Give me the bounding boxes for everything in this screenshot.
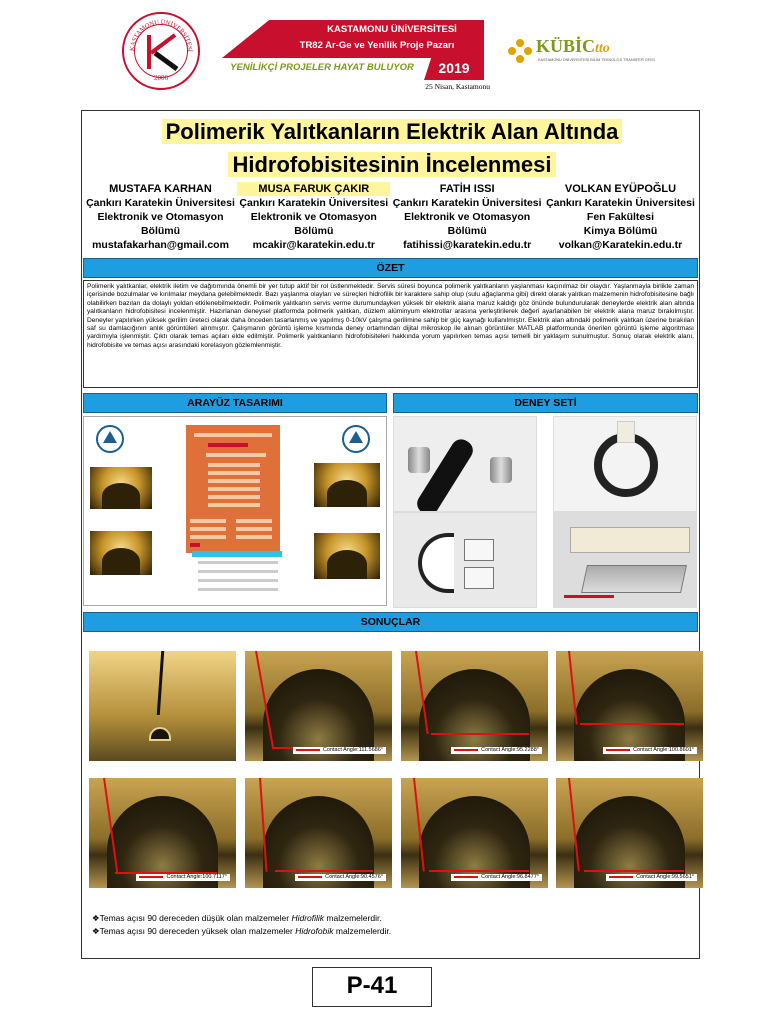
conclusion-bullets xyxy=(92,912,391,938)
droplet-angle-image xyxy=(314,533,380,579)
contact-angle-label: Contact Angle:100.7117° xyxy=(136,874,230,881)
author-dept: Elektronik ve Otomasyon xyxy=(97,211,224,223)
seal-top-text: KASTAMONU ÜNİVERSİTESİ xyxy=(128,18,194,52)
electrode-photo xyxy=(393,416,537,512)
abstract-text: Polimerik yalıtkanlar, elektrik iletim ve dağıtımında önemli bir yer tutup aktif bir rol üstlenmektedir. Servis süresi boyunca polimerik yalıtkanların yaşlanması kaçınılmaz bir olaydır. Yaşlanmayla birlikte zaman içerisinde bozulmalar ve kırılmalar meydana gelebilmektedir. Bazı yaşlanma olayları ve süreçleri hidrofilik bir karaktere sahip olup (sulu ağaçlanma gibi) direkt olarak yalıtkan malzemenin hidrofobisitesine bağlı olabilirken bazıları da dolaylı yoldan etkilenebilmektedir. Polimerik yalıtkanın servis verme durumundayken yüksek bir elektrik alana maruz kaldığı göz önünde bulundurularak deneylerde elektrik alan altında yalıtkanların hidrofobisitesi incelenmiştir. Hazırlanan deneysel platformda polimerik yalıtkan, düzlem alüminyum elektrotlar arasına yerleştirilerek değeri ayarlanabilen bir elektrik alana maruz bırakılmıştır. Deneyler yapılırken yüksek gerilim üreteci olarak daha önceden tasarlanmış ve yapılmış 0-10kV çalışma gerilimine sahip bir güç kaynağı kullanılmıştır. Elektrik alan altındaki polimerik yalıtkan üzerine bırakılan saf su damlacığının anlık görüntüleri alınmıştır. Çalışmanın görüntü işleme kısmında deney ortamından dijital mikroskop ile alınan görüntüler MATLAB platformunda önerilen görüntü işleme algoritması yardımıyla işlenmiştir. Çıktı olarak temas açıları elde edilmiştir. Polimerik yalıtkanların hidrofobisiteleri hakkında yorum yapılırken temas açısı temelli bir yaklaşım sunulmuştur. Sonuç olarak elektrik alanı, hidrofobisite ve temas açısı arasındaki korelasyon gözlemlenmiştir. xyxy=(83,280,698,388)
electrode-icon xyxy=(408,447,430,473)
droplet-result-image xyxy=(314,463,380,507)
author-dept2: Kimya Bölümü xyxy=(583,225,658,237)
event-date-place: 25 Nisan, Kastamonu xyxy=(425,82,490,91)
result-image xyxy=(556,651,703,761)
author-university: Çankırı Karatekin Üniversitesi xyxy=(239,197,389,209)
author-dept: Fen Fakültesi xyxy=(586,211,655,223)
bullet-hydrophilic: ❖Temas açısı 90 dereceden düşük olan malzemeler Hidrofilik malzemelerdir. xyxy=(92,913,382,923)
interface-screenshot xyxy=(83,416,387,606)
university-logo-icon xyxy=(96,425,124,453)
result-image xyxy=(245,778,392,888)
bullet-hydrophobic: ❖Temas açısı 90 dereceden yüksek olan malzemeler Hidrofobik malzemelerdir. xyxy=(92,926,392,936)
syringe-needle xyxy=(157,651,164,715)
section-header-deney: DENEY SETİ xyxy=(393,393,698,413)
droplet-preview-image xyxy=(90,467,152,509)
author-card xyxy=(391,182,544,252)
event-title-line1: KASTAMONU ÜNİVERSİTESİ xyxy=(327,24,457,35)
event-title-line2: TR82 Ar-Ge ve Yenilik Proje Pazarı xyxy=(299,40,455,51)
author-name: MUSTAFA KARHAN xyxy=(109,183,212,195)
gui-result-lines xyxy=(198,561,278,597)
aluminium-electrode-plate xyxy=(581,565,687,593)
contact-angle-label: Contact Angle:90.4576° xyxy=(295,874,386,881)
poster-title-line1: Polimerik Yalıtkanların Elektrik Alan Altında xyxy=(114,118,670,146)
author-email: mustafakarhan@gmail.com xyxy=(92,239,229,251)
result-image xyxy=(89,778,236,888)
event-slogan: YENİLİKÇİ PROJELER HAYAT BULUYOR xyxy=(230,62,414,73)
poster-number: P-41 xyxy=(346,972,398,999)
result-image xyxy=(401,778,548,888)
result-image xyxy=(245,651,392,761)
author-dept: Elektronik ve Otomasyon xyxy=(404,211,531,223)
kubic-dots-icon xyxy=(508,39,534,63)
author-card xyxy=(237,182,390,252)
author-dept2: Bölümü xyxy=(140,225,181,237)
result-image xyxy=(89,651,236,761)
seal-k-emblem xyxy=(135,25,189,79)
gui-control-panel xyxy=(186,425,280,553)
contact-angle-label: Contact Angle:111.5686° xyxy=(293,747,386,754)
kubic-suffix: tto xyxy=(595,41,610,56)
contact-angle-label: Contact Angle:95.2288° xyxy=(451,747,542,754)
section-header-sonuc: SONUÇLAR xyxy=(83,612,698,632)
section-header-arayuz: ARAYÜZ TASARIMI xyxy=(83,393,387,413)
poster-title-line2: Hidrofobisitesinin İncelenmesi xyxy=(114,151,670,179)
author-list xyxy=(84,182,697,252)
kubic-subtitle: KASTAMONU ÜNİVERSİTESİ BİLİM TEKNOLOJİ TRANSFER OFİSİ xyxy=(538,58,655,62)
sample-piece xyxy=(464,567,494,589)
author-name: VOLKAN EYÜPOĞLU xyxy=(564,183,677,195)
contact-angle-label: Contact Angle:99.5651° xyxy=(606,874,697,881)
event-year: 2019 xyxy=(438,60,470,76)
contact-angle-label: Contact Angle:96.8477° xyxy=(451,874,542,881)
kubic-name: KÜBİC xyxy=(536,36,596,56)
author-email: fatihissi@karatekin.edu.tr xyxy=(403,239,532,251)
author-email: volkan@Karatekin.edu.tr xyxy=(558,239,683,251)
droplet-processed-image xyxy=(90,531,152,575)
test-setup-photo xyxy=(553,512,697,608)
university-seal xyxy=(122,12,200,90)
author-university: Çankırı Karatekin Üniversitesi xyxy=(86,197,235,209)
author-name: FATİH ISSI xyxy=(439,183,495,195)
sample-parts-photo xyxy=(393,512,537,608)
hv-cable xyxy=(564,595,614,598)
insulator-block xyxy=(570,527,690,553)
author-university: Çankırı Karatekin Üniversitesi xyxy=(546,197,695,209)
sample-half-disc xyxy=(418,533,454,593)
author-dept2: Bölümü xyxy=(447,225,487,237)
section-header-ozet: ÖZET xyxy=(83,258,698,278)
water-droplet xyxy=(149,727,171,741)
electrode-icon xyxy=(490,457,512,483)
kubic-tto-logo xyxy=(508,36,655,66)
author-university: Çankırı Karatekin Üniversitesi xyxy=(392,197,542,209)
seal-emblem xyxy=(134,24,188,78)
ring-electrode-photo xyxy=(553,416,697,512)
author-email: mcakir@karatekin.edu.tr xyxy=(252,239,375,251)
result-image xyxy=(556,778,703,888)
author-card xyxy=(84,182,237,252)
result-image xyxy=(401,651,548,761)
university-logo-icon xyxy=(342,425,370,453)
seal-year: 2006 xyxy=(154,74,168,82)
sample-piece xyxy=(464,539,494,561)
author-card xyxy=(544,182,697,252)
contact-angle-label: Contact Angle:100.8601° xyxy=(603,747,697,754)
author-name: MUSA FARUK ÇAKIR xyxy=(237,182,390,196)
ring-holder xyxy=(617,421,635,443)
author-dept2: Bölümü xyxy=(294,225,334,237)
gui-status-bar xyxy=(192,551,282,557)
author-dept: Elektronik ve Otomasyon xyxy=(250,211,377,223)
